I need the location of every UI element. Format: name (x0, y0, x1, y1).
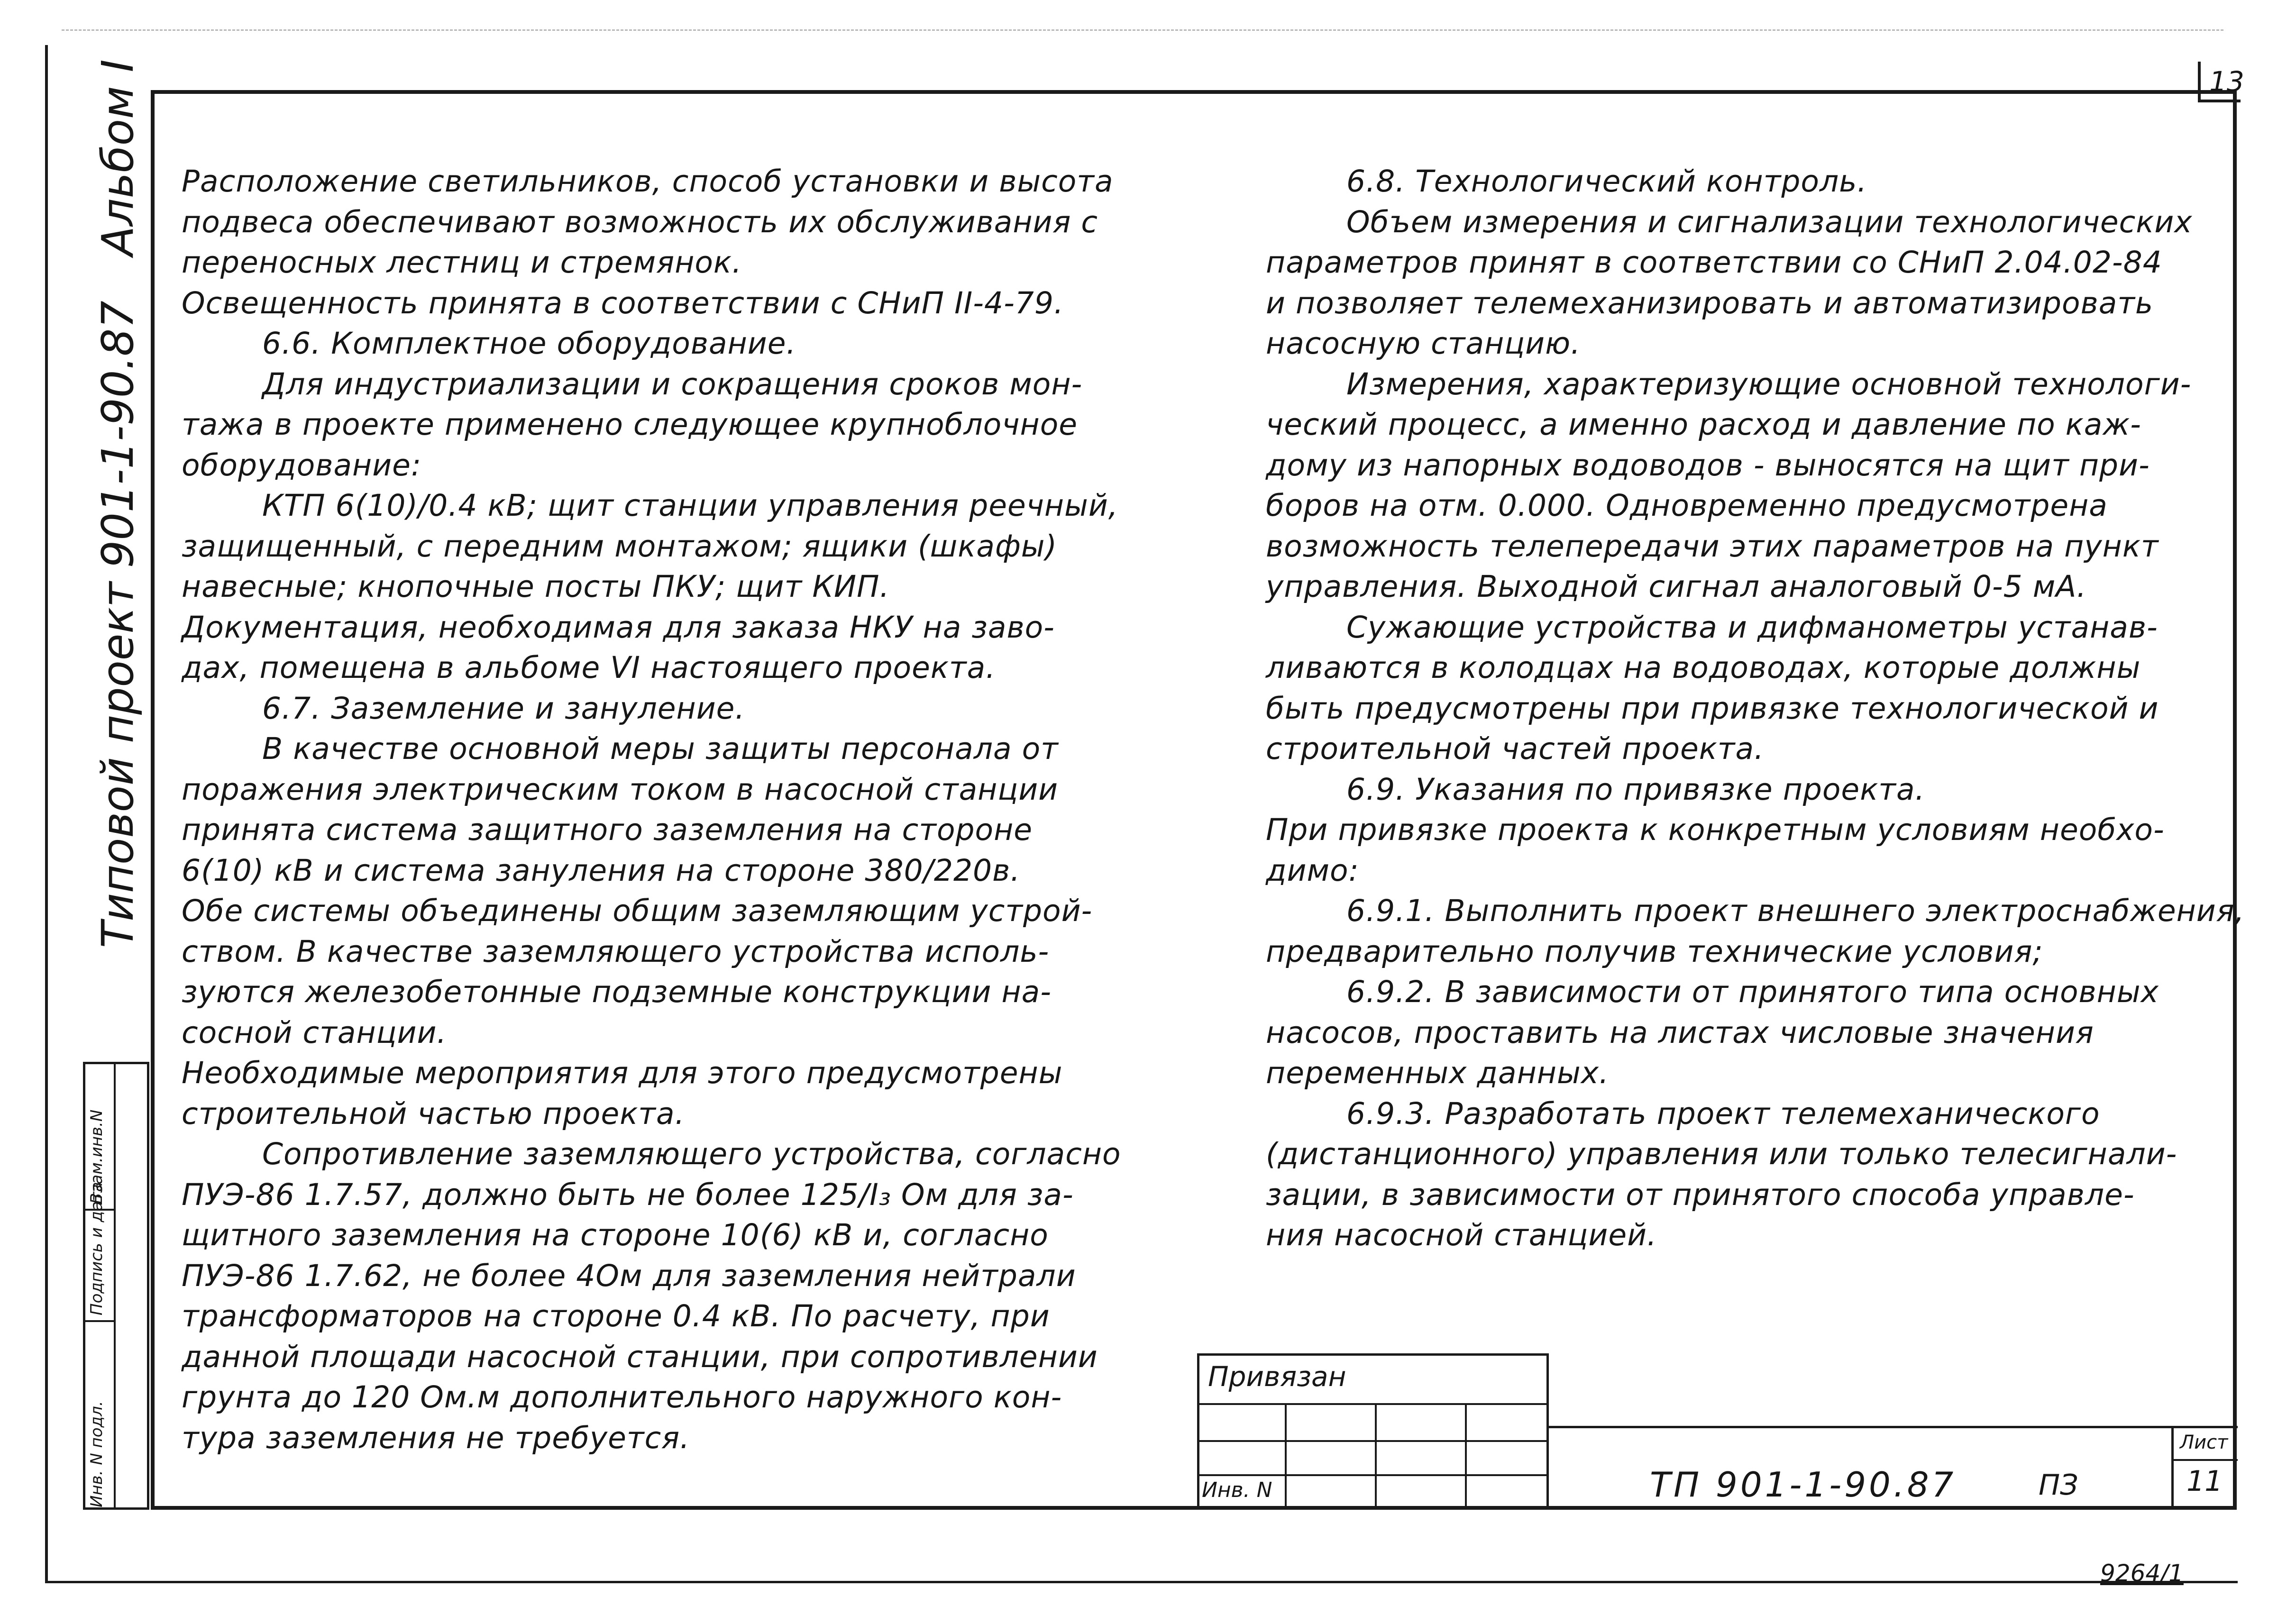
sheet-number: 13 (2209, 65, 2244, 98)
text-line: Измерения, характеризующие основной технологи- (1346, 366, 2192, 401)
tb-line (1546, 1353, 1549, 1510)
text-line: димо: (1266, 853, 1359, 888)
tb-line (1197, 1353, 1548, 1356)
text-line: ния насосной станцией. (1266, 1218, 1657, 1252)
text-line: насосную станцию. (1266, 326, 1581, 361)
text-line: (дистанционного) управления или только телесигнали- (1266, 1137, 2177, 1171)
text-line: Расположение светильников, способ установки и высота (182, 164, 1114, 199)
text-line: тажа в проекте применено следующее крупноблочное (182, 407, 1078, 442)
stamp-inv-label: Инв. N подл. (87, 1401, 106, 1507)
text-line: и позволяет телемеханизировать и автоматизировать (1266, 285, 2154, 320)
text-line: строительной частью проекта. (182, 1096, 685, 1131)
document-designation: ТП 901-1-90.87 (1650, 1465, 1957, 1505)
text-line: ством. В качестве заземляющего устройства исполь- (182, 934, 1050, 969)
text-line: возможность телепередачи этих параметров на пункт (1266, 529, 2159, 564)
text-line: дах, помещена в альбоме VI настоящего проекта. (182, 650, 996, 685)
album-title-vertical: Альбом I (92, 59, 143, 256)
text-line: Сужающие устройства и дифманометры устанав- (1346, 610, 2158, 645)
text-line: Обе системы объединены общим заземляющим устрой- (182, 894, 1093, 928)
text-line: навесные; кнопочные посты ПКУ; щит КИП. (182, 569, 890, 604)
text-line: поражения электрическим током в насосной станции (182, 772, 1059, 807)
tb-line (1197, 1353, 1199, 1510)
tb-line (1197, 1403, 1548, 1405)
top-dashed-line (62, 29, 2223, 31)
text-line: Для индустриализации и сокращения сроков мон- (262, 366, 1083, 401)
bottom-line (45, 1581, 2238, 1583)
text-line: зуются железобетонные подземные конструкции на- (182, 975, 1052, 1009)
text-line: 6(10) кВ и система зануления на стороне 380/220в. (182, 853, 1021, 888)
text-line: принята система защитного заземления на стороне (182, 812, 1033, 847)
text-line: переносных лестниц и стремянок. (182, 245, 742, 280)
text-line: Освещенность принята в соответствии с СНиП II-4-79. (182, 285, 1064, 320)
document-code: ПЗ (2039, 1469, 2078, 1502)
tb-line (1197, 1474, 1548, 1476)
stamp-divider (114, 1064, 116, 1507)
text-line: защищенный, с передним монтажом; ящики (шкафы) (182, 529, 1058, 564)
text-line: зации, в зависимости от принятого способа управле- (1266, 1177, 2135, 1212)
tb-line (1465, 1403, 1467, 1510)
project-title-vertical: Типовой проект 901-1-90.87 (92, 301, 143, 948)
tb-line (1197, 1440, 1548, 1442)
tb-line (1285, 1403, 1287, 1510)
text-line: 6.8. Технологический контроль. (1346, 164, 1867, 199)
text-line: переменных данных. (1266, 1056, 1610, 1090)
text-line: боров на отм. 0.000. Одновременно предусмотрена (1266, 488, 2108, 523)
text-line: параметров принят в соответствии со СНиП 2.04.02-84 (1266, 245, 2162, 280)
approval-stamp-strip (83, 1062, 149, 1510)
text-line: 6.6. Комплектное оборудование. (262, 326, 796, 361)
text-line: В качестве основной меры защиты персонала от (262, 731, 1059, 766)
text-line: 6.9. Указания по привязке проекта. (1346, 772, 1925, 807)
text-line: КТП 6(10)/0.4 кВ; щит станции управления реечный, (262, 488, 1118, 523)
text-line: трансформаторов на стороне 0.4 кВ. По расчету, при (182, 1299, 1050, 1333)
text-line: 6.9.1. Выполнить проект внешнего электроснабжения, (1346, 894, 2245, 928)
left-text-column (182, 161, 1121, 1458)
text-line: предварительно получив технические условия; (1266, 934, 2043, 969)
text-line: данной площади насосной станции, при сопротивлении (182, 1339, 1098, 1374)
inv-number-label: Инв. N (1202, 1478, 1272, 1502)
text-line: ливаются в колодцах на водоводах, которые должны (1266, 650, 2141, 685)
tb-line (1375, 1403, 1377, 1510)
text-line: оборудование: (182, 447, 422, 483)
text-line: грунта до 120 Ом.м дополнительного наружного кон- (182, 1380, 1062, 1414)
text-line: строительной частей проекта. (1266, 731, 1765, 766)
text-line: щитного заземления на стороне 10(6) кВ и, согласно (182, 1218, 1049, 1252)
text-line: Объем измерения и сигнализации технологических (1346, 204, 2193, 239)
attached-label: Привязан (1208, 1360, 1346, 1393)
tb-line (2171, 1426, 2174, 1510)
text-line: 6.9.2. В зависимости от принятого типа основных (1346, 975, 2159, 1009)
text-line: Необходимые мероприятия для этого предусмотрены (182, 1056, 1063, 1090)
text-line: Сопротивление заземляющего устройства, согласно (262, 1137, 1121, 1171)
text-line: насосов, проставить на листах числовые значения (1266, 1015, 2094, 1050)
text-line: 6.7. Заземление и зануление. (262, 691, 745, 726)
sheet-label: Лист (2180, 1432, 2228, 1453)
text-line: дому из напорных водоводов - выносятся на щит при- (1266, 447, 2150, 483)
tb-line (2171, 1459, 2238, 1461)
stamp-row-divider (85, 1320, 114, 1322)
text-line: ческий процесс, а именно расход и давление по каж- (1266, 407, 2141, 442)
text-line: При привязке проекта к конкретным условиям необхо- (1266, 812, 2165, 847)
stamp-signature-label: Подпись и дата (87, 1182, 106, 1315)
stamp-replace-label: Взам.инв.N (87, 1109, 106, 1204)
text-line: управления. Выходной сигнал аналоговый 0-5 мА. (1266, 569, 2087, 604)
text-line: сосной станции. (182, 1015, 447, 1050)
sheet-value: 11 (2186, 1465, 2223, 1498)
text-line: 6.9.3. Разработать проект телемеханического (1346, 1096, 2100, 1131)
text-line: быть предусмотрены при привязке технологической и (1266, 691, 2159, 726)
archive-number: 9264/1 (2100, 1560, 2184, 1587)
text-line: Документация, необходимая для заказа НКУ на заво- (182, 610, 1055, 645)
text-line: ПУЭ-86 1.7.62, не более 4Ом для заземления нейтрали (182, 1258, 1076, 1293)
right-text-column (1266, 161, 2245, 1256)
text-line: подвеса обеспечивают возможность их обслуживания с (182, 204, 1098, 239)
text-line: ПУЭ-86 1.7.57, должно быть не более 125/I₃ Ом для за- (182, 1177, 1074, 1212)
text-line: тура заземления не требуется. (182, 1420, 690, 1455)
tb-line (1548, 1426, 2238, 1428)
